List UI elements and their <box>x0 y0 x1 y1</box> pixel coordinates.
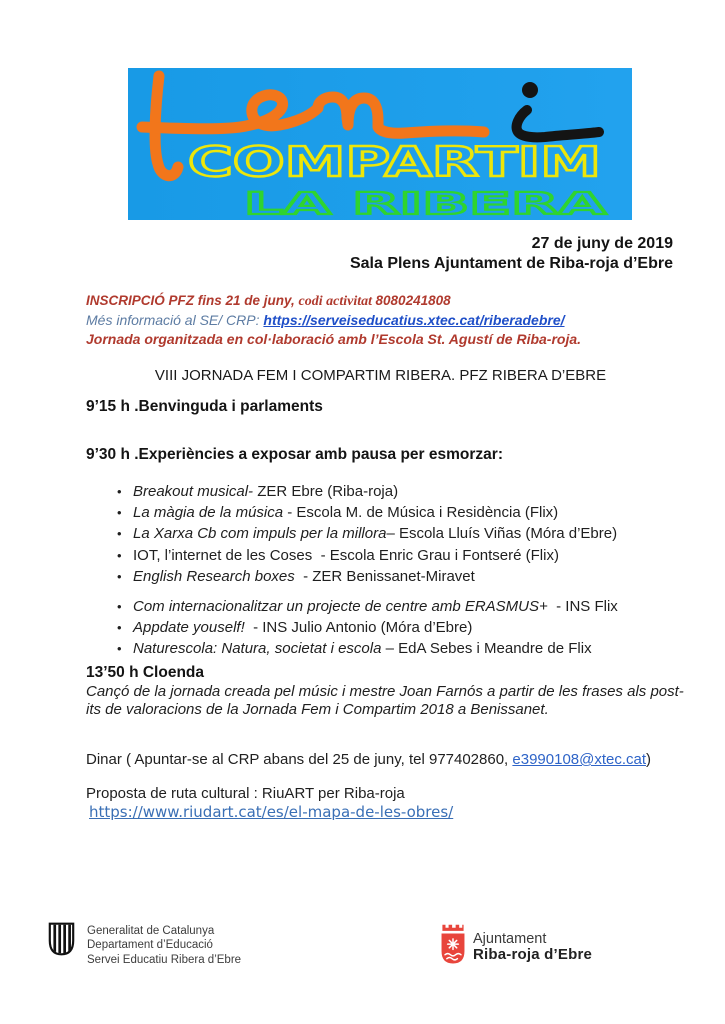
closing-line-2: its de valoracions de la Jornada Fem i Compartim 2018 a Benissanet. <box>86 700 549 718</box>
dinner-text: Dinar ( Apuntar-se al CRP abans del 25 de juny, tel 977402860, <box>86 751 513 768</box>
list-item: • Com internacionalitzar un projecte de centre amb ERASMUS+ - INS Flix <box>115 596 618 617</box>
organized-line: Jornada organitzada en col·laboració amb l’Escola St. Agustí de Riba-roja. <box>86 331 582 347</box>
experiences-heading: 9’30 h .Experiències a exposar amb pausa per esmorzar: <box>86 446 503 463</box>
more-info-line <box>86 311 581 330</box>
event-date: 27 de juny de 2019 <box>531 235 673 252</box>
inscription-line <box>86 291 581 311</box>
dinner-info <box>86 751 651 768</box>
inscription-activity-label: codi activitat <box>298 294 376 309</box>
list-item: • Breakout musical- ZER Ebre (Riba-roja) <box>115 481 617 502</box>
list-item: • La màgia de la música - Escola M. de Música i Residència (Flix) <box>115 502 617 523</box>
inscription-text: INSCRIPCIÓ PFZ fins 21 de juny, <box>86 293 299 308</box>
serveiseducatius-link[interactable]: https://serveiseducatius.xtec.cat/riberadebre/ <box>263 312 565 328</box>
list-item: • English Research boxes - ZER Benissanet-Miravet <box>115 566 617 587</box>
riudart-link[interactable]: https://www.riudart.cat/es/el-mapa-de-les-obres/ <box>89 803 454 821</box>
generalitat-shield-icon <box>48 921 75 962</box>
list-item: • Appdate youself! - INS Julio Antonio (Móra d’Ebre) <box>115 617 618 638</box>
event-venue: Sala Plens Ajuntament de Riba-roja d’Ebre <box>349 254 673 272</box>
list-item: • IOT, l’internet de les Coses - Escola Enric Grau i Fontseré (Flix) <box>115 545 617 566</box>
generalitat-line-1: Generalitat de Catalunya <box>87 925 215 937</box>
generalitat-line-2: Departament d’Educació <box>87 939 213 952</box>
fem-i-compartim-logo <box>128 68 632 220</box>
ajuntament-text-block <box>473 932 592 963</box>
page-title: VIII JORNADA FEM I COMPARTIM RIBERA. PFZ RIBERA D’EBRE <box>154 367 607 384</box>
ajuntament-line-2: Riba-roja d’Ebre <box>473 946 593 963</box>
logo-la-ribera-text: LA RIBERA <box>244 187 608 220</box>
inscription-activity-code: 8080241808 <box>375 293 451 308</box>
welcome-heading: 9’15 h .Benvinguda i parlaments <box>86 398 323 415</box>
inscription-notice <box>86 291 581 349</box>
generalitat-text-block <box>87 924 241 967</box>
dinner-close-paren: ) <box>646 751 652 768</box>
closing-paragraph <box>86 683 684 719</box>
list-item: • La Xarxa Cb com impuls per la millora– Escola Lluís Viñas (Móra d’Ebre) <box>115 523 617 544</box>
experiences-list-1 <box>115 481 617 587</box>
generalitat-line-3: Servei Educatiu Ribera d’Ebre <box>87 953 242 966</box>
more-info-text: Més informació al SE/ CRP: <box>86 312 264 328</box>
ajuntament-shield-icon <box>438 920 468 975</box>
experiences-list-2 <box>115 596 618 660</box>
logo-compartim-text: COMPARTIM <box>188 138 601 186</box>
closing-line-1: Cançó de la jornada creada pel músic i mestre Joan Farnós a partir de les frases als post- <box>86 683 684 700</box>
closing-heading: 13’50 h Cloenda <box>86 664 205 681</box>
list-item: • Naturescola: Natura, societat i escola – EdA Sebes i Meandre de Flix <box>115 638 618 659</box>
email-link[interactable]: e3990108@xtec.cat <box>512 751 647 768</box>
event-date-venue <box>350 234 673 273</box>
ajuntament-line-1: Ajuntament <box>473 931 547 947</box>
logo-graphic <box>128 68 632 220</box>
cultural-route-text: Proposta de ruta cultural : RiuART per Riba-roja <box>86 785 405 802</box>
